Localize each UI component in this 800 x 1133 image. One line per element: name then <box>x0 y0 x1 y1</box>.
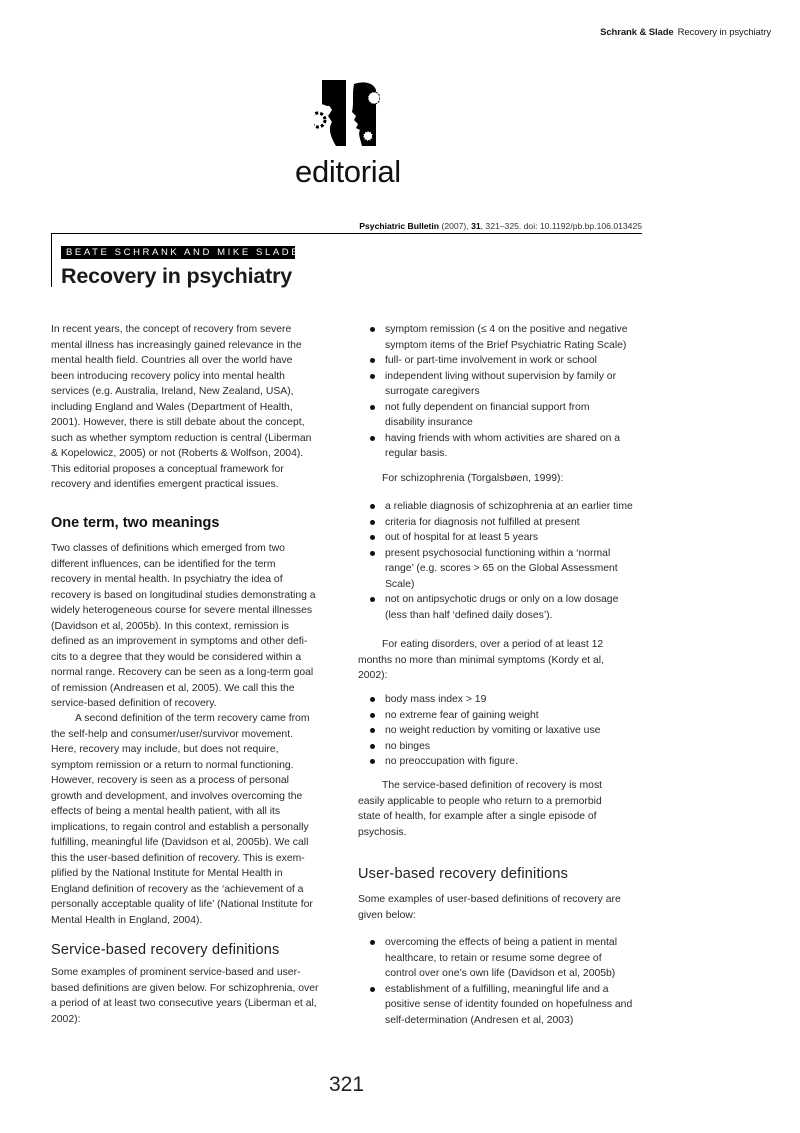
bullet-text-line: having friends with whom activities are shared on a <box>385 432 621 444</box>
bullet-text-line: establishment of a fulfilling, meaningful life and a <box>385 983 609 995</box>
text-line: been introducing recovery policy into mental health <box>51 370 285 382</box>
body-paragraph-3 <box>51 965 341 1027</box>
editorial-logo-icon <box>314 80 380 146</box>
running-head-authors: Schrank & Slade <box>600 27 674 38</box>
text-line: This editorial proposes a conceptual framework for <box>51 463 284 475</box>
text-line: fulfilling, meaningful life (Davidson et al, 2005b). We call <box>51 837 309 848</box>
text-line: Here, recovery may include, but does not require, <box>51 744 279 755</box>
text-line: such as whether symptom reduction is central (Liberman <box>51 432 312 444</box>
bullet-text-line: regular basis. <box>385 448 448 459</box>
text-line: given below: <box>358 909 416 921</box>
text-line: defined as an improvement in symptoms and other defi- <box>51 636 308 647</box>
body-paragraph-1 <box>51 541 341 712</box>
bullet-text-line: independent living without supervision by family or <box>385 370 617 382</box>
heading-one-term: One term, two meanings <box>51 515 220 531</box>
bullet-item <box>358 499 648 515</box>
bullet-item <box>358 400 648 431</box>
bullet-text-line: symptom items of the Brief Psychiatric Rating Scale) <box>385 339 627 351</box>
bullet-item <box>358 708 648 724</box>
bullet-text-line: (less than half ‘defined daily doses’). <box>385 609 553 621</box>
bullet-text-line: body mass index > 19 <box>385 694 487 705</box>
text-line: Mental Health in England, 2004). <box>51 914 203 926</box>
text-line: widely heterogeneous course for severe mental illnesses <box>51 605 313 616</box>
text-line: of remission (Andreasen et al, 2005). We call this the <box>51 682 295 694</box>
text-line: For eating disorders, over a period of at least 12 <box>382 639 604 650</box>
text-line: 2001). However, there is still debate about the concept, <box>51 417 305 428</box>
service-based-paragraph <box>358 778 648 840</box>
bullet-list-liberman <box>358 322 648 462</box>
bullet-item <box>358 723 648 739</box>
section-label: editorial <box>295 154 401 189</box>
text-line: However, recovery is seen as a process of personal <box>51 775 289 786</box>
article-title: Recovery in psychiatry <box>61 264 293 288</box>
text-line: In recent years, the concept of recovery from severe <box>51 324 292 335</box>
text-line: mental health field. Countries all over the world have <box>51 355 293 366</box>
text-line: recovery is based on longitudinal studies demonstrating a <box>51 589 316 601</box>
running-head-title: Recovery in psychiatry <box>677 27 771 38</box>
eating-disorders-intro <box>358 637 648 684</box>
text-line: Some examples of prominent service-based and user- <box>51 967 301 978</box>
bullet-item <box>358 739 648 755</box>
text-line: England definition of recovery as the ‘achievement of a <box>51 883 304 895</box>
text-line: months no more than minimal symptoms (Kordy et al, <box>358 654 605 666</box>
bullet-text-line: no preoccupation with figure. <box>385 756 518 767</box>
citation-doi: , 321–325. doi: 10.1192/pb.bp.106.013425 <box>480 221 642 231</box>
bullet-item <box>358 546 648 593</box>
bullet-text-line: out of hospital for at least 5 years <box>385 532 539 543</box>
bullet-item <box>358 515 648 531</box>
heading-service-based: Service-based recovery definitions <box>51 942 280 958</box>
text-line: & Kopelowicz, 2005) or not (Roberts & Wolfson, 2004). <box>51 448 304 459</box>
text-line: cits to a degree that they would be considered within a <box>51 651 302 663</box>
bullet-text-line: range’ (e.g. scores > 65 on the Global Assessment <box>385 563 618 574</box>
bullet-item <box>358 322 648 353</box>
bullet-text-line: disability insurance <box>385 417 473 428</box>
intro-paragraph <box>51 322 341 493</box>
bullet-item <box>358 592 648 623</box>
journal-name: Psychiatric Bulletin <box>359 221 440 231</box>
bullet-list-torgalsboen <box>358 499 648 623</box>
page-number: 321 <box>329 1073 365 1096</box>
text-line: normal range. Recovery can be seen as a long-term goal <box>51 667 314 678</box>
text-line: the self-help and consumer/user/survivor movement. <box>51 728 293 740</box>
text-line: different influences, can be identified for the term <box>51 558 276 570</box>
text-line: services (e.g. Australia, Ireland, New Zealand, USA), <box>51 386 294 397</box>
bullet-list-user-based <box>358 935 648 1028</box>
bullet-item <box>358 935 648 982</box>
title-rule <box>51 233 52 287</box>
bullet-list-kordy <box>358 692 648 770</box>
text-line: this the user-based definition of recovery. This is exem- <box>51 852 305 864</box>
text-line: The service-based definition of recovery is most <box>382 780 603 791</box>
text-line: personally acceptable quality of life’ (National Institute for <box>51 899 313 910</box>
bullet-text-line: not fully dependent on financial support from <box>385 401 590 413</box>
text-line: effects of being a mental health patient, with all its <box>51 806 281 817</box>
text-line: mental illness has increasingly gained relevance in the <box>51 339 302 351</box>
text-line: based definitions are given below. For schizophrenia, over <box>51 982 319 994</box>
article-authors: BEATE SCHRANK AND MIKE SLADE <box>61 246 295 259</box>
bullet-text-line: no extreme fear of gaining weight <box>385 709 539 721</box>
text-line: A second definition of the term recovery came from <box>75 713 310 724</box>
schizophrenia-intro: For schizophrenia (Torgalsbøen, 1999): <box>382 473 564 484</box>
bullet-item <box>358 754 648 770</box>
bullet-text-line: no binges <box>385 740 431 752</box>
text-line: recovery in mental health. In psychiatry the idea of <box>51 574 283 585</box>
header-rule <box>51 233 642 234</box>
text-line: Some examples of user-based definitions of recovery are <box>358 894 621 905</box>
bullet-text-line: healthcare, to retain or resume some degree of <box>385 952 602 964</box>
bullet-item <box>358 530 648 546</box>
bullet-text-line: symptom remission (≤ 4 on the positive and negative <box>385 324 628 335</box>
text-line: implications, to regain control and establish a personally <box>51 821 309 833</box>
text-line: growth and development, and involves overcoming the <box>51 790 303 802</box>
bullet-text-line: surrogate caregivers <box>385 386 480 397</box>
bullet-item <box>358 982 648 1029</box>
bullet-text-line: present psychosocial functioning within a ‘normal <box>385 547 611 559</box>
bullet-text-line: self-determination (Andresen et al, 2003) <box>385 1014 574 1026</box>
bullet-item <box>358 431 648 462</box>
text-line: easily applicable to people who return to a premorbid <box>358 795 602 807</box>
bullet-text-line: full- or part-time involvement in work or school <box>385 355 597 366</box>
citation <box>359 221 642 231</box>
bullet-text-line: no weight reduction by vomiting or laxative use <box>385 725 601 736</box>
text-line: Two classes of definitions which emerged from two <box>51 543 285 554</box>
bullet-text-line: overcoming the effects of being a patient in mental <box>385 937 618 948</box>
text-line: recovery and identifies emergent practical issues. <box>51 479 279 490</box>
heading-user-based: User-based recovery definitions <box>358 866 569 882</box>
bullet-text-line: not on antipsychotic drugs or only on a low dosage <box>385 594 619 605</box>
bullet-text-line: a reliable diagnosis of schizophrenia at an earlier time <box>385 501 633 512</box>
citation-volume: 31 <box>471 221 481 231</box>
text-line: service-based definition of recovery. <box>51 698 217 709</box>
text-line: a period of at least two consecutive years (Liberman et al, <box>51 998 317 1009</box>
bullet-item <box>358 353 648 369</box>
running-head <box>600 27 771 38</box>
bullet-text-line: control over one’s own life (Davidson et al, 2005b) <box>385 968 616 979</box>
text-line: (Davidson et al, 2005b). In this context, remission is <box>51 620 289 632</box>
body-paragraph-2 <box>51 711 341 928</box>
citation-year: (2007), <box>441 221 469 231</box>
bullet-item <box>358 692 648 708</box>
text-line: psychosis. <box>358 826 407 838</box>
user-based-intro <box>358 892 648 923</box>
bullet-item <box>358 369 648 400</box>
text-line: including England and Wales (Department of Health, <box>51 401 293 413</box>
bullet-text-line: Scale) <box>385 578 415 590</box>
bullet-text-line: positive sense of identity founded on hopefulness and <box>385 999 633 1010</box>
text-line: symptom remission or a return to normal functioning. <box>51 759 294 771</box>
text-line: 2002): <box>51 1013 81 1025</box>
bullet-text-line: criteria for diagnosis not fulfilled at present <box>385 516 580 528</box>
text-line: 2002): <box>358 670 388 681</box>
text-line: state of health, for example after a single episode of <box>358 811 597 822</box>
text-line: plified by the National Institute for Mental Health in <box>51 868 283 879</box>
